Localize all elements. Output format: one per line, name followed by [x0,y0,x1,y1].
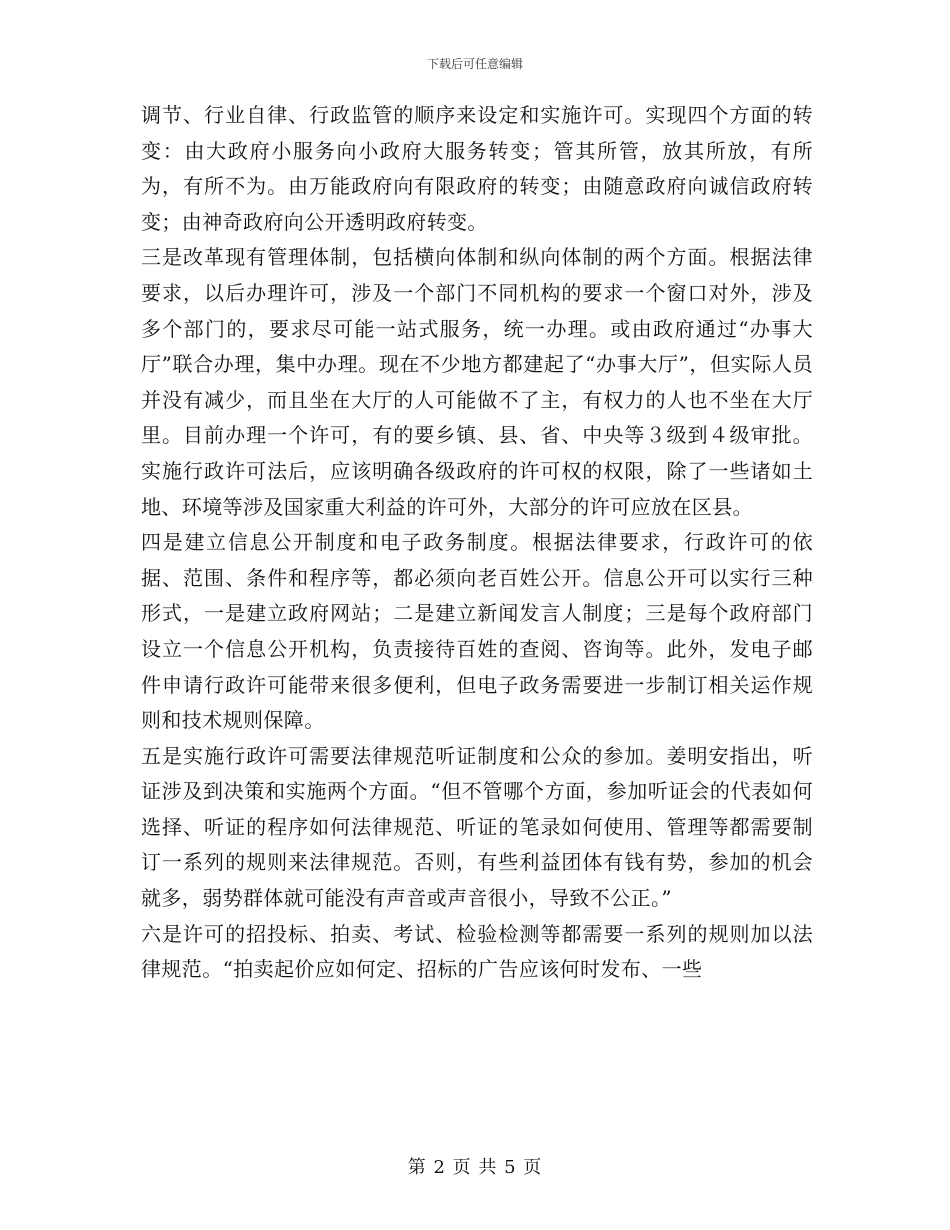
page-header-note: 下载后可任意编辑 [426,57,523,71]
paragraph-5: 六是许可的招投标、拍卖、考试、检验检测等都需要一系列的规则加以法律规范。“拍卖起价应如何定、招标的广告应该何时发布、一些 [141,921,813,982]
paragraph-1: 调节、行业自律、行政监管的顺序来设定和实施许可。实现四个方面的转变：由大政府小服务向小政府大服务转变；管其所管，放其所放，有所为，有所不为。由万能政府向有限政府的转变；由随意政府向诚信政府转变；由神奇政府向公开透明政府转变。 [141,103,813,234]
paragraph-4: 五是实施行政许可需要法律规范听证制度和公众的参加。姜明安指出，听证涉及到决策和实施两个方面。“但不管哪个方面，参加听证会的代表如何选择、听证的程序如何法律规范、听证的笔录如何使用、管理等都需要制订一系列的规则来法律规范。否则，有些利益团体有钱有势，参加的机会就多，弱势群体就可能没有声音或声音很小，导致不公正。” [141,743,813,911]
page-number: 第 2 页 共 5 页 [407,1157,543,1178]
paragraph-2: 三是改革现有管理体制，包括横向体制和纵向体制的两个方面。根据法律要求，以后办理许可，涉及一个部门不同机构的要求一个窗口对外，涉及多个部门的，要求尽可能一站式服务，统一办理。或由政府通过“办事大厅”联合办理，集中办理。现在不少地方都建起了“办事大厅”，但实际人员并没有减少，而且坐在大厅的人可能做不了主，有权力的人也不坐在大厅里。目前办理一个许可，有的要乡镇、县、省、中央等３级到４级审批。实施行政许可法后，应该明确各级政府的许可权的权限，除了一些诸如土地、环境等涉及国家重大利益的许可外，大部分的许可应放在区县。 [141,245,813,519]
paragraph-3: 四是建立信息公开制度和电子政务制度。根据法律要求，行政许可的依据、范围、条件和程序等，都必须向老百姓公开。信息公开可以实行三种形式，一是建立政府网站；二是建立新闻发言人制度；三是每个政府部门设立一个信息公开机构，负责接待百姓的查阅、咨询等。此外，发电子邮件申请行政许可能带来很多便利，但电子政务需要进一步制订相关运作规则和技术规则保障。 [141,530,813,733]
document-body [141,98,813,988]
